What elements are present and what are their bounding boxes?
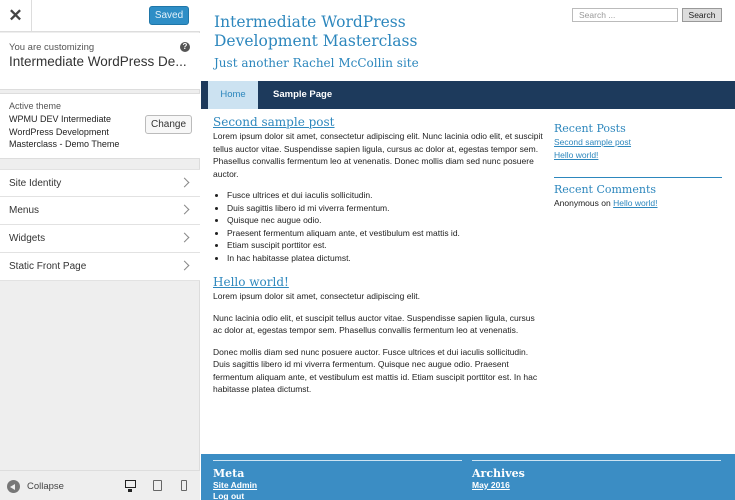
post xyxy=(213,115,543,264)
post-title-link[interactable]: Hello world! xyxy=(213,275,289,289)
chevron-right-icon xyxy=(180,233,190,243)
footer-archives-widget xyxy=(472,460,721,491)
section-static-front-page[interactable] xyxy=(0,253,200,281)
comment-connector: on xyxy=(601,198,611,208)
footer-widget-title: Meta xyxy=(213,467,245,480)
customizer-sidebar xyxy=(0,0,200,500)
help-icon[interactable]: ? xyxy=(180,42,190,52)
customizer-footer xyxy=(0,470,200,500)
post xyxy=(213,275,543,396)
customizer-header xyxy=(0,0,200,32)
collapse-button[interactable] xyxy=(7,480,64,493)
close-icon[interactable]: ✕ xyxy=(0,0,32,32)
post-paragraph: Lorem ipsum dolor sit amet, consectetur adipiscing elit. Nunc lacinia odio elit, et suscipit tellus auctor vitae. Suspendisse sapien ligula, cursus ac dolor at, egestas tempor sem. Phasellus convallis fermentum leo at venenatis. Donec mollis diam sed nunc posuere auctor. xyxy=(213,131,543,179)
footer-link[interactable]: Site Admin xyxy=(213,480,258,490)
site-title[interactable]: Intermediate WordPress Development Masterclass xyxy=(214,13,418,50)
customize-info-panel xyxy=(0,33,200,90)
recent-comment xyxy=(554,197,722,210)
primary-nav xyxy=(201,81,735,109)
section-widgets[interactable] xyxy=(0,225,200,253)
active-theme-name: WPMU DEV Intermediate WordPress Development Masterclass - Demo Theme xyxy=(9,114,120,149)
post-paragraph: Lorem ipsum dolor sit amet, consectetur adipiscing elit. xyxy=(213,291,420,301)
collapse-label: Collapse xyxy=(27,481,64,492)
recent-post-link[interactable]: Second sample post xyxy=(554,137,632,147)
site-preview xyxy=(201,0,735,500)
footer-link[interactable]: Log out xyxy=(213,491,245,500)
mobile-preview-icon[interactable] xyxy=(181,480,187,491)
section-menus[interactable] xyxy=(0,197,200,225)
widget-title: Recent Comments xyxy=(554,183,657,196)
list-item: • In hac habitasse platea dictumst. xyxy=(227,252,543,265)
change-theme-button[interactable]: Change xyxy=(145,115,192,134)
search-input[interactable]: Search ... xyxy=(572,8,678,22)
section-label: Widgets xyxy=(9,233,46,244)
recent-comments-widget xyxy=(554,177,722,210)
footer-meta-widget xyxy=(213,460,462,500)
post-list xyxy=(213,115,543,396)
section-label: Site Identity xyxy=(9,178,62,189)
list-item: • Fusce ultrices et dui iaculis sollicitudin. xyxy=(227,189,543,202)
site-tagline: Just another Rachel McCollin site xyxy=(214,56,419,70)
post-paragraph: Donec mollis diam sed nunc posuere auctor. Fusce ultrices et dui iaculis sollicitudin. Duis sagittis libero id mi viverra fermentum. Quisque nec augue odio. Praesent fermentum aliquam ante, et vestibulum est mattis id. Etiam suscipit porttitor est. In hac habitasse platea dictumst. xyxy=(213,346,538,394)
desktop-preview-icon[interactable] xyxy=(125,480,136,488)
list-item: • Quisque nec augue odio. xyxy=(227,214,543,227)
chevron-right-icon xyxy=(180,261,190,271)
tablet-preview-icon[interactable] xyxy=(153,480,162,491)
customizing-label: You are customizing xyxy=(9,42,95,53)
list-item: • Praesent fermentum aliquam ante, et vestibulum est mattis id. xyxy=(227,227,543,240)
recent-post-link[interactable]: Hello world! xyxy=(554,149,599,160)
footer-link[interactable]: May 2016 xyxy=(472,480,510,490)
search-button[interactable]: Search xyxy=(682,8,722,22)
site-footer xyxy=(201,454,735,500)
recent-posts-widget xyxy=(554,121,722,161)
active-theme-label: Active theme xyxy=(9,101,62,111)
saved-button[interactable]: Saved xyxy=(149,6,189,25)
chevron-right-icon xyxy=(180,178,190,188)
section-site-identity[interactable] xyxy=(0,169,200,197)
list-item: • Etiam suscipit porttitor est. xyxy=(227,239,543,252)
sidebar-widgets xyxy=(554,121,722,210)
footer-widget-title: Archives xyxy=(472,467,525,480)
collapse-icon xyxy=(7,480,20,493)
active-theme-panel xyxy=(0,93,200,159)
list-item: • Duis sagittis libero id mi viverra fermentum. xyxy=(227,202,543,215)
section-label: Menus xyxy=(9,205,40,216)
widget-title: Recent Posts xyxy=(554,122,626,135)
chevron-right-icon xyxy=(180,205,190,215)
comment-author: Anonymous xyxy=(554,198,599,208)
comment-post-link[interactable]: Hello world! xyxy=(613,198,658,208)
section-label: Static Front Page xyxy=(9,261,87,272)
customizing-site-title: Intermediate WordPress De... xyxy=(9,54,187,69)
customizer-sections xyxy=(0,169,200,281)
nav-item-home[interactable]: Home xyxy=(208,81,258,109)
post-paragraph: Nunc lacinia odio elit, et suscipit tellus auctor vitae. Suspendisse sapien ligula, cursus ac dolor at, egestas tempor sem. Phasellus convallis fermentum leo at venenatis. xyxy=(213,312,535,335)
nav-item-sample-page[interactable]: Sample Page xyxy=(273,89,333,100)
post-title-link[interactable]: Second sample post xyxy=(213,115,335,129)
